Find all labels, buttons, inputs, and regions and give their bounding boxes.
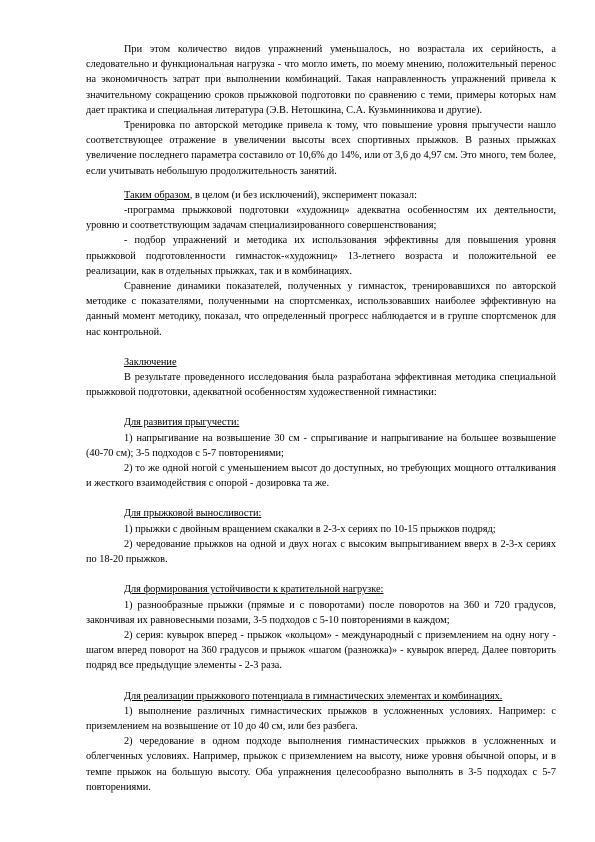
thus-underlined: Таким образом bbox=[124, 189, 190, 201]
experiment-summary-text: , в целом (и без исключений), эксперимент показал: bbox=[189, 189, 417, 201]
list-item: 1) прыжки с двойным вращением скакалки в 2-3-х сериях по 10-15 прыжков подряд; bbox=[124, 523, 496, 535]
document-page bbox=[86, 42, 556, 795]
section-heading-jumping-ability: Для развития прыгучести: bbox=[124, 417, 240, 429]
list-item: 2) чередование в одном подходе выполнения гимнастических прыжков в усложненных и облегченных условиях. Например, прыжок с приземлением на высоту, ниже уровня обычной опоры, и в темпе прыжок на большую высоту. Оба упражнения целесообразно выполнять в 3-5 подходах с 5-7 повторениями. bbox=[86, 736, 556, 793]
section-heading-jump-endurance: Для прыжковой выносливости: bbox=[124, 508, 262, 520]
list-item: 2) то же одной ногой с уменьшением высот до доступных, но требующих мощного отталкивания и жесткого взаимодействия с опорой - дозировка та же. bbox=[86, 463, 556, 490]
paragraph-experiment-summary bbox=[86, 188, 556, 203]
section-heading-rotational-stability: Для формирования устойчивости к кратительной нагрузке: bbox=[124, 584, 384, 596]
paragraph-program-adequacy: -программа прыжковой подготовки «художниц» адекватна особенностям их деятельности, уровню и соответствующим задачам специализированного совершенствования; bbox=[86, 205, 556, 232]
list-item: 1) разнообразные прыжки (прямые и с поворотами) после поворотов на 360 и 720 градусов, закончивая их равновесными позами, 3-5 подходов с 5-10 повторениями в каждом; bbox=[86, 599, 556, 626]
list-item: 2) серия: кувырок вперед - прыжок «кольцом» - международный с приземлением на одну ногу - шагом вперед поворот на 360 градусов и прыжок «шагом (разножка)» - кувырок вперед. Далее повторить подряд все предыдущие элементы - 2-3 раза. bbox=[86, 629, 556, 672]
list-item: 2) чередование прыжков на одной и двух ногах с высоким выпрыгиванием вверх в 2-3-х сериях по 18-20 прыжков. bbox=[86, 538, 556, 566]
list-item: 1) выполнение различных гимнастических прыжков в усложненных условиях. Например: с приземлением на возвышение от 10 до 40 см, или без разбега. bbox=[86, 705, 556, 732]
paragraph-series-load: При этом количество видов упражнений уменьшалось, но возрастала их серийность, а следовательно и функциональная нагрузка - что могло иметь, по моему мнению, положительный перенос на экономичность затрат при выполнении комбинаций. Такая направленность упражнений привела к значительному сокращению сроков прыжковой подготовки по сравнению с теми, примеры которых нам дает практика и специальная литература (Э.В. Нетошкина, С.А. Кузьминникова и другие). bbox=[86, 44, 556, 116]
conclusion-heading: Заключение bbox=[124, 356, 177, 368]
paragraph-comparison: Сравнение динамики показателей, полученных у гимнасток, тренировавшихся по авторской методике с показателями, полученными на спортсменках, использовавших наиболее эффективную на данный момент методику, показал, что определенный прогресс наблюдается и в группе спортсменок для нас контрольной. bbox=[86, 281, 556, 338]
list-item: 1) напрыгивание на возвышение 30 см - спрыгивание и напрыгивание на большее возвышение (40-70 см); 3-5 подходов с 5-7 повторениями; bbox=[86, 432, 556, 459]
conclusion-intro: В результате проведенного исследования была разработана эффективная методика специальной прыжковой подготовки, адекватной особенностям художественной гимнастики: bbox=[86, 372, 556, 399]
paragraph-exercise-selection: - подбор упражнений и методика их использования эффективны для повышения уровня прыжковой подготовленности гимнасток-«художниц» 13-летнего возраста и положительной ее реализации, как в отдельных прыжках, так и в комбинациях. bbox=[86, 235, 556, 277]
paragraph-training-results: Тренировка по авторской методике привела к тому, что повышение уровня прыгучести нашло соответствующее отражение в увеличении высоты всех спортивных прыжков. В разных прыжках увеличение последнего параметра составило от 10,6% до 14%, или от 3,6 до 4,97 см. Это много, тем более, если учитывать небольшую продолжительность занятий. bbox=[86, 120, 556, 177]
section-heading-jump-potential: Для реализации прыжкового потенциала в гимнастических элементах и комбинациях. bbox=[124, 690, 503, 702]
